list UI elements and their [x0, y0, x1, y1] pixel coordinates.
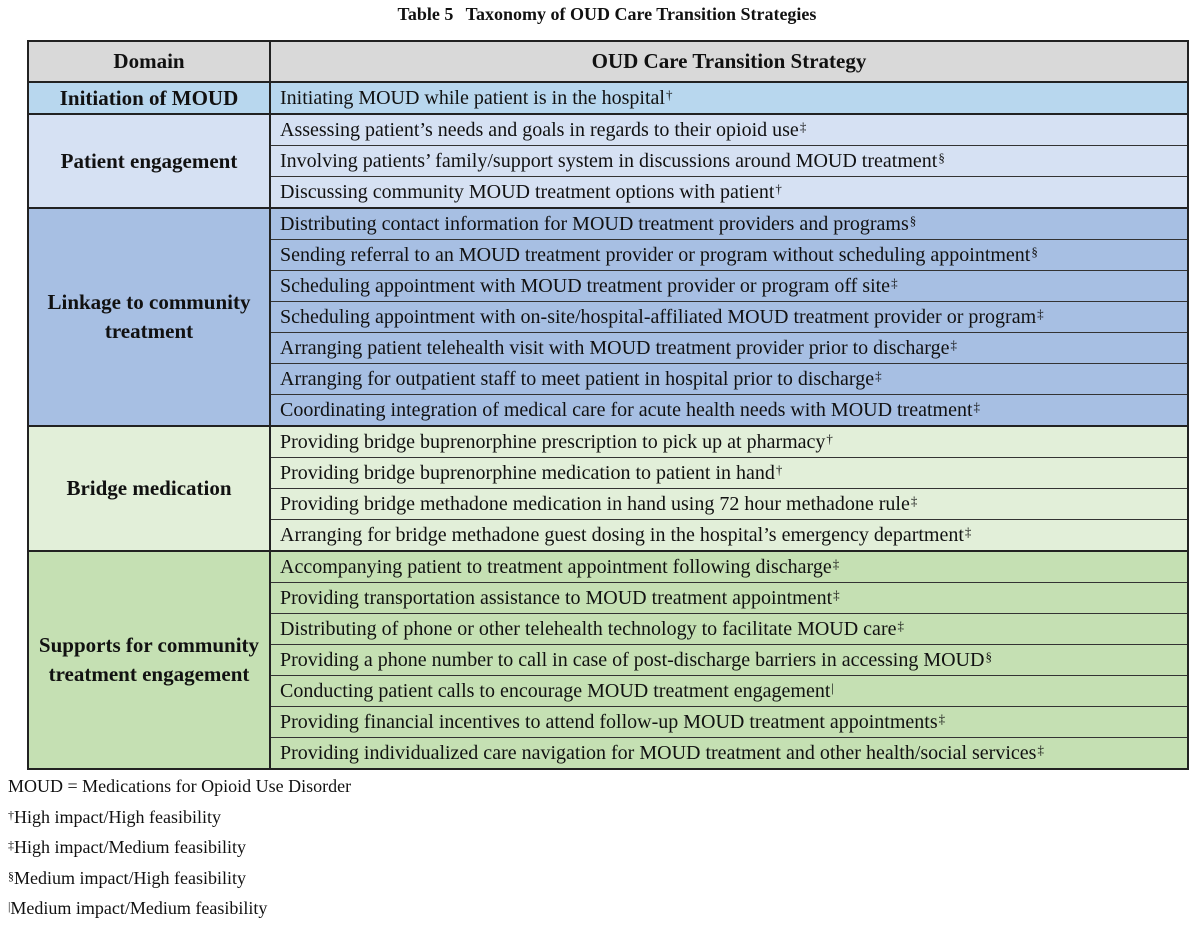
strategy-text: Sending referral to an MOUD treatment provider or program without scheduling appointment — [280, 244, 1031, 266]
rating-mark: | — [831, 680, 834, 695]
rating-mark: ‡ — [910, 493, 918, 508]
legend-mark: | — [8, 899, 11, 913]
table-caption — [0, 4, 1200, 25]
strategy-text: Distributing of phone or other telehealth technology to facilitate MOUD care — [280, 618, 897, 640]
strategy-cell — [270, 82, 1188, 114]
strategy-cell — [270, 177, 1188, 209]
strategy-text: Providing financial incentives to attend follow-up MOUD treatment appointments — [280, 711, 938, 733]
table-row — [28, 114, 1188, 146]
strategy-text: Involving patients’ family/support system in discussions around MOUD treatment — [280, 150, 938, 172]
rating-mark: † — [826, 431, 833, 446]
rating-mark: † — [775, 181, 782, 196]
rating-mark: † — [775, 462, 783, 477]
rating-mark: § — [909, 213, 917, 228]
rating-mark: ‡ — [964, 524, 972, 539]
abbreviation-note: MOUD = Medications for Opioid Use Disorder — [8, 776, 352, 796]
legend-text: High impact/Medium feasibility — [14, 837, 246, 857]
rating-mark: † — [665, 87, 673, 102]
rating-mark: ‡ — [799, 119, 807, 134]
legend-mark: § — [8, 868, 14, 883]
taxonomy-table — [27, 40, 1189, 770]
strategy-text: Providing a phone number to call in case of post-discharge barriers in accessing MOUD — [280, 649, 985, 671]
strategy-text: Providing individualized care navigation for MOUD treatment and other health/social services — [280, 742, 1037, 764]
strategy-text: Initiating MOUD while patient is in the hospital — [280, 87, 665, 109]
strategy-text: Arranging for bridge methadone guest dosing in the hospital’s emergency department — [280, 524, 964, 546]
strategy-text: Scheduling appointment with MOUD treatment provider or program off site — [280, 275, 891, 297]
strategy-cell — [270, 114, 1188, 146]
rating-mark: ‡ — [897, 618, 904, 633]
strategy-cell — [270, 489, 1188, 520]
strategy-cell — [270, 458, 1188, 489]
rating-mark: ‡ — [891, 275, 898, 290]
domain-cell: Initiation of MOUD — [28, 82, 270, 114]
strategy-cell — [270, 645, 1188, 676]
rating-mark: § — [985, 649, 992, 664]
legend-text: Medium impact/High feasibility — [14, 867, 246, 888]
strategy-text: Discussing community MOUD treatment options with patient — [280, 181, 775, 203]
strategy-cell — [270, 426, 1188, 458]
legend-mark: ‡ — [8, 838, 14, 852]
strategy-cell — [270, 707, 1188, 738]
rating-mark: ‡ — [833, 587, 840, 602]
strategy-cell — [270, 271, 1188, 302]
column-header-domain: Domain — [28, 41, 270, 82]
strategy-text: Scheduling appointment with on-site/hospital-affiliated MOUD treatment provider or program — [280, 306, 1037, 328]
rating-mark: ‡ — [973, 399, 981, 414]
table-row — [28, 426, 1188, 458]
rating-mark: ‡ — [1037, 742, 1044, 757]
strategy-cell — [270, 738, 1188, 770]
strategy-text: Providing transportation assistance to MOUD treatment appointment — [280, 587, 833, 609]
domain-cell: Supports for community treatment engagement — [28, 551, 270, 769]
domain-cell: Bridge medication — [28, 426, 270, 551]
strategy-cell — [270, 302, 1188, 333]
rating-mark: ‡ — [875, 368, 882, 383]
legend-item — [8, 863, 351, 894]
table-row — [28, 208, 1188, 240]
rating-mark: ‡ — [1037, 306, 1044, 321]
legend-item — [8, 802, 351, 833]
table-row — [28, 82, 1188, 114]
rating-mark: § — [1031, 244, 1038, 259]
strategy-cell — [270, 395, 1188, 427]
strategy-text: Assessing patient’s needs and goals in regards to their opioid use — [280, 119, 799, 141]
legend-item — [8, 832, 351, 863]
column-header-strategy: OUD Care Transition Strategy — [270, 41, 1188, 82]
strategy-cell — [270, 240, 1188, 271]
legend-mark: † — [8, 807, 14, 822]
strategy-cell — [270, 208, 1188, 240]
rating-mark: ‡ — [938, 711, 946, 726]
rating-mark: ‡ — [832, 556, 840, 571]
table-title: Taxonomy of OUD Care Transition Strategies — [465, 4, 817, 24]
strategy-cell — [270, 614, 1188, 645]
rating-mark: ‡ — [950, 337, 957, 352]
strategy-text: Arranging patient telehealth visit with MOUD treatment provider prior to discharge — [280, 337, 950, 359]
strategy-text: Providing bridge buprenorphine prescription to pick up at pharmacy — [280, 431, 826, 453]
strategy-cell — [270, 676, 1188, 707]
strategy-text: Coordinating integration of medical care for acute health needs with MOUD treatment — [280, 399, 973, 421]
strategy-cell — [270, 146, 1188, 177]
table-number: Table 5 — [397, 4, 454, 24]
strategy-cell — [270, 520, 1188, 552]
legend-text: High impact/High feasibility — [14, 806, 221, 827]
rating-mark: § — [938, 150, 945, 165]
strategy-cell — [270, 364, 1188, 395]
strategy-cell — [270, 333, 1188, 364]
header-row — [28, 41, 1188, 82]
strategy-cell — [270, 583, 1188, 614]
domain-cell: Linkage to community treatment — [28, 208, 270, 426]
table-row — [28, 551, 1188, 583]
strategy-text: Accompanying patient to treatment appointment following discharge — [280, 556, 832, 578]
footnotes — [8, 771, 351, 924]
impact-legend — [8, 802, 351, 924]
strategy-text: Conducting patient calls to encourage MOUD treatment engagement — [280, 680, 831, 702]
domain-cell: Patient engagement — [28, 114, 270, 208]
strategy-text: Arranging for outpatient staff to meet patient in hospital prior to discharge — [280, 368, 875, 390]
table-body — [28, 82, 1188, 769]
legend-item — [8, 893, 351, 924]
legend-text: Medium impact/Medium feasibility — [10, 898, 268, 918]
strategy-cell — [270, 551, 1188, 583]
strategy-text: Distributing contact information for MOUD treatment providers and programs — [280, 213, 909, 235]
strategy-text: Providing bridge methadone medication in hand using 72 hour methadone rule — [280, 493, 910, 515]
strategy-text: Providing bridge buprenorphine medication to patient in hand — [280, 462, 775, 484]
